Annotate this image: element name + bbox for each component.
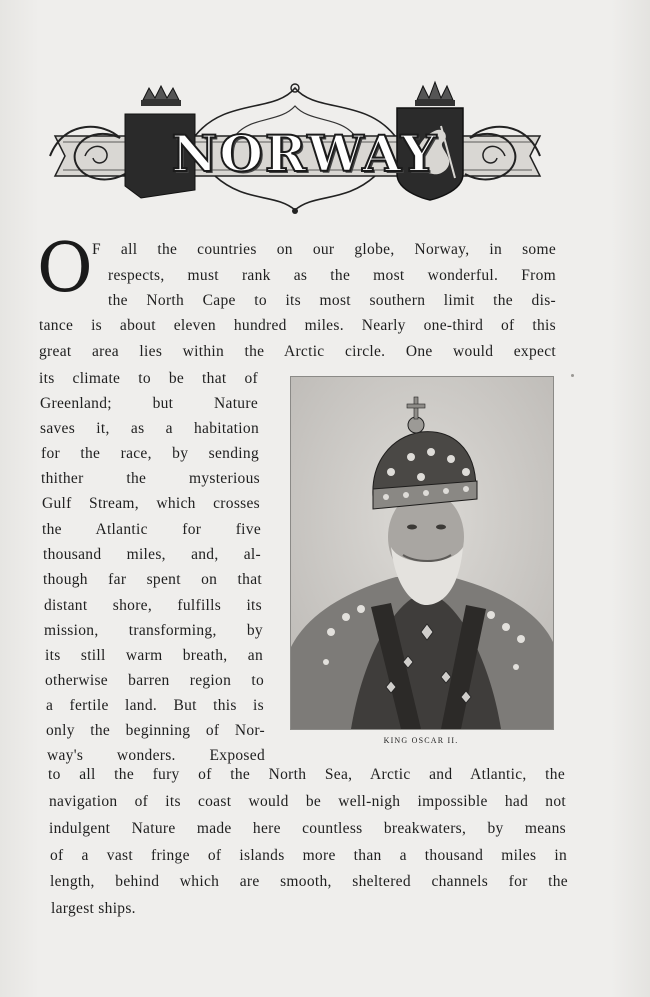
portrait-caption: KING OSCAR II.	[383, 736, 459, 745]
text-line: distant shore, fulfills its	[44, 597, 262, 614]
text-line: to all the fury of the North Sea, Arctic and Atlantic, the	[48, 766, 565, 783]
left-crown-icon	[141, 86, 181, 106]
text-line: the Atlantic for five	[42, 521, 261, 538]
text-line: way's wonders. Exposed	[47, 747, 265, 764]
text-line: navigation of its coast would be well-nigh impossible had not	[49, 793, 566, 810]
text-line: otherwise barren region to	[45, 672, 264, 689]
text-line: for the race, by sending	[41, 445, 259, 462]
text-line: great area lies within the Arctic circle. One would expect	[39, 343, 556, 360]
text-line: F all the countries on our globe, Norway, in some	[92, 241, 556, 258]
text-line: largest ships.	[51, 900, 136, 917]
text-line: thousand miles, and, al-	[43, 546, 261, 563]
text-line: respects, must rank as the most wonderful. From	[108, 267, 556, 284]
text-line: of a vast fringe of islands more than a thousand miles in	[50, 847, 567, 864]
text-line: indulgent Nature made here countless breakwaters, by means	[49, 820, 566, 837]
text-line: its climate to be that of	[39, 370, 258, 387]
text-line: the North Cape to its most southern limit the dis-	[108, 292, 556, 309]
text-line: though far spent on that	[43, 571, 262, 588]
header-ornament	[45, 78, 545, 218]
text-line: saves it, as a habitation	[40, 420, 259, 437]
text-line: mission, transforming, by	[44, 622, 263, 639]
text-line: its still warm breath, an	[45, 647, 263, 664]
text-line: Gulf Stream, which crosses	[42, 495, 260, 512]
page-speck	[571, 374, 574, 377]
king-portrait	[290, 376, 554, 730]
text-line: only the beginning of Nor-	[46, 722, 265, 739]
portrait-illustration	[291, 377, 553, 729]
right-crown-icon	[415, 82, 455, 106]
text-line: Greenland; but Nature	[40, 395, 258, 412]
text-line: thither the mysterious	[41, 470, 260, 487]
text-line: length, behind which are smooth, sheltered channels for the	[50, 873, 568, 890]
page-title: NORWAY	[171, 123, 439, 183]
text-line: a fertile land. But this is	[46, 697, 264, 714]
drop-cap: O	[37, 229, 93, 308]
text-line: tance is about eleven hundred miles. Nearly one-third of this	[39, 317, 556, 334]
